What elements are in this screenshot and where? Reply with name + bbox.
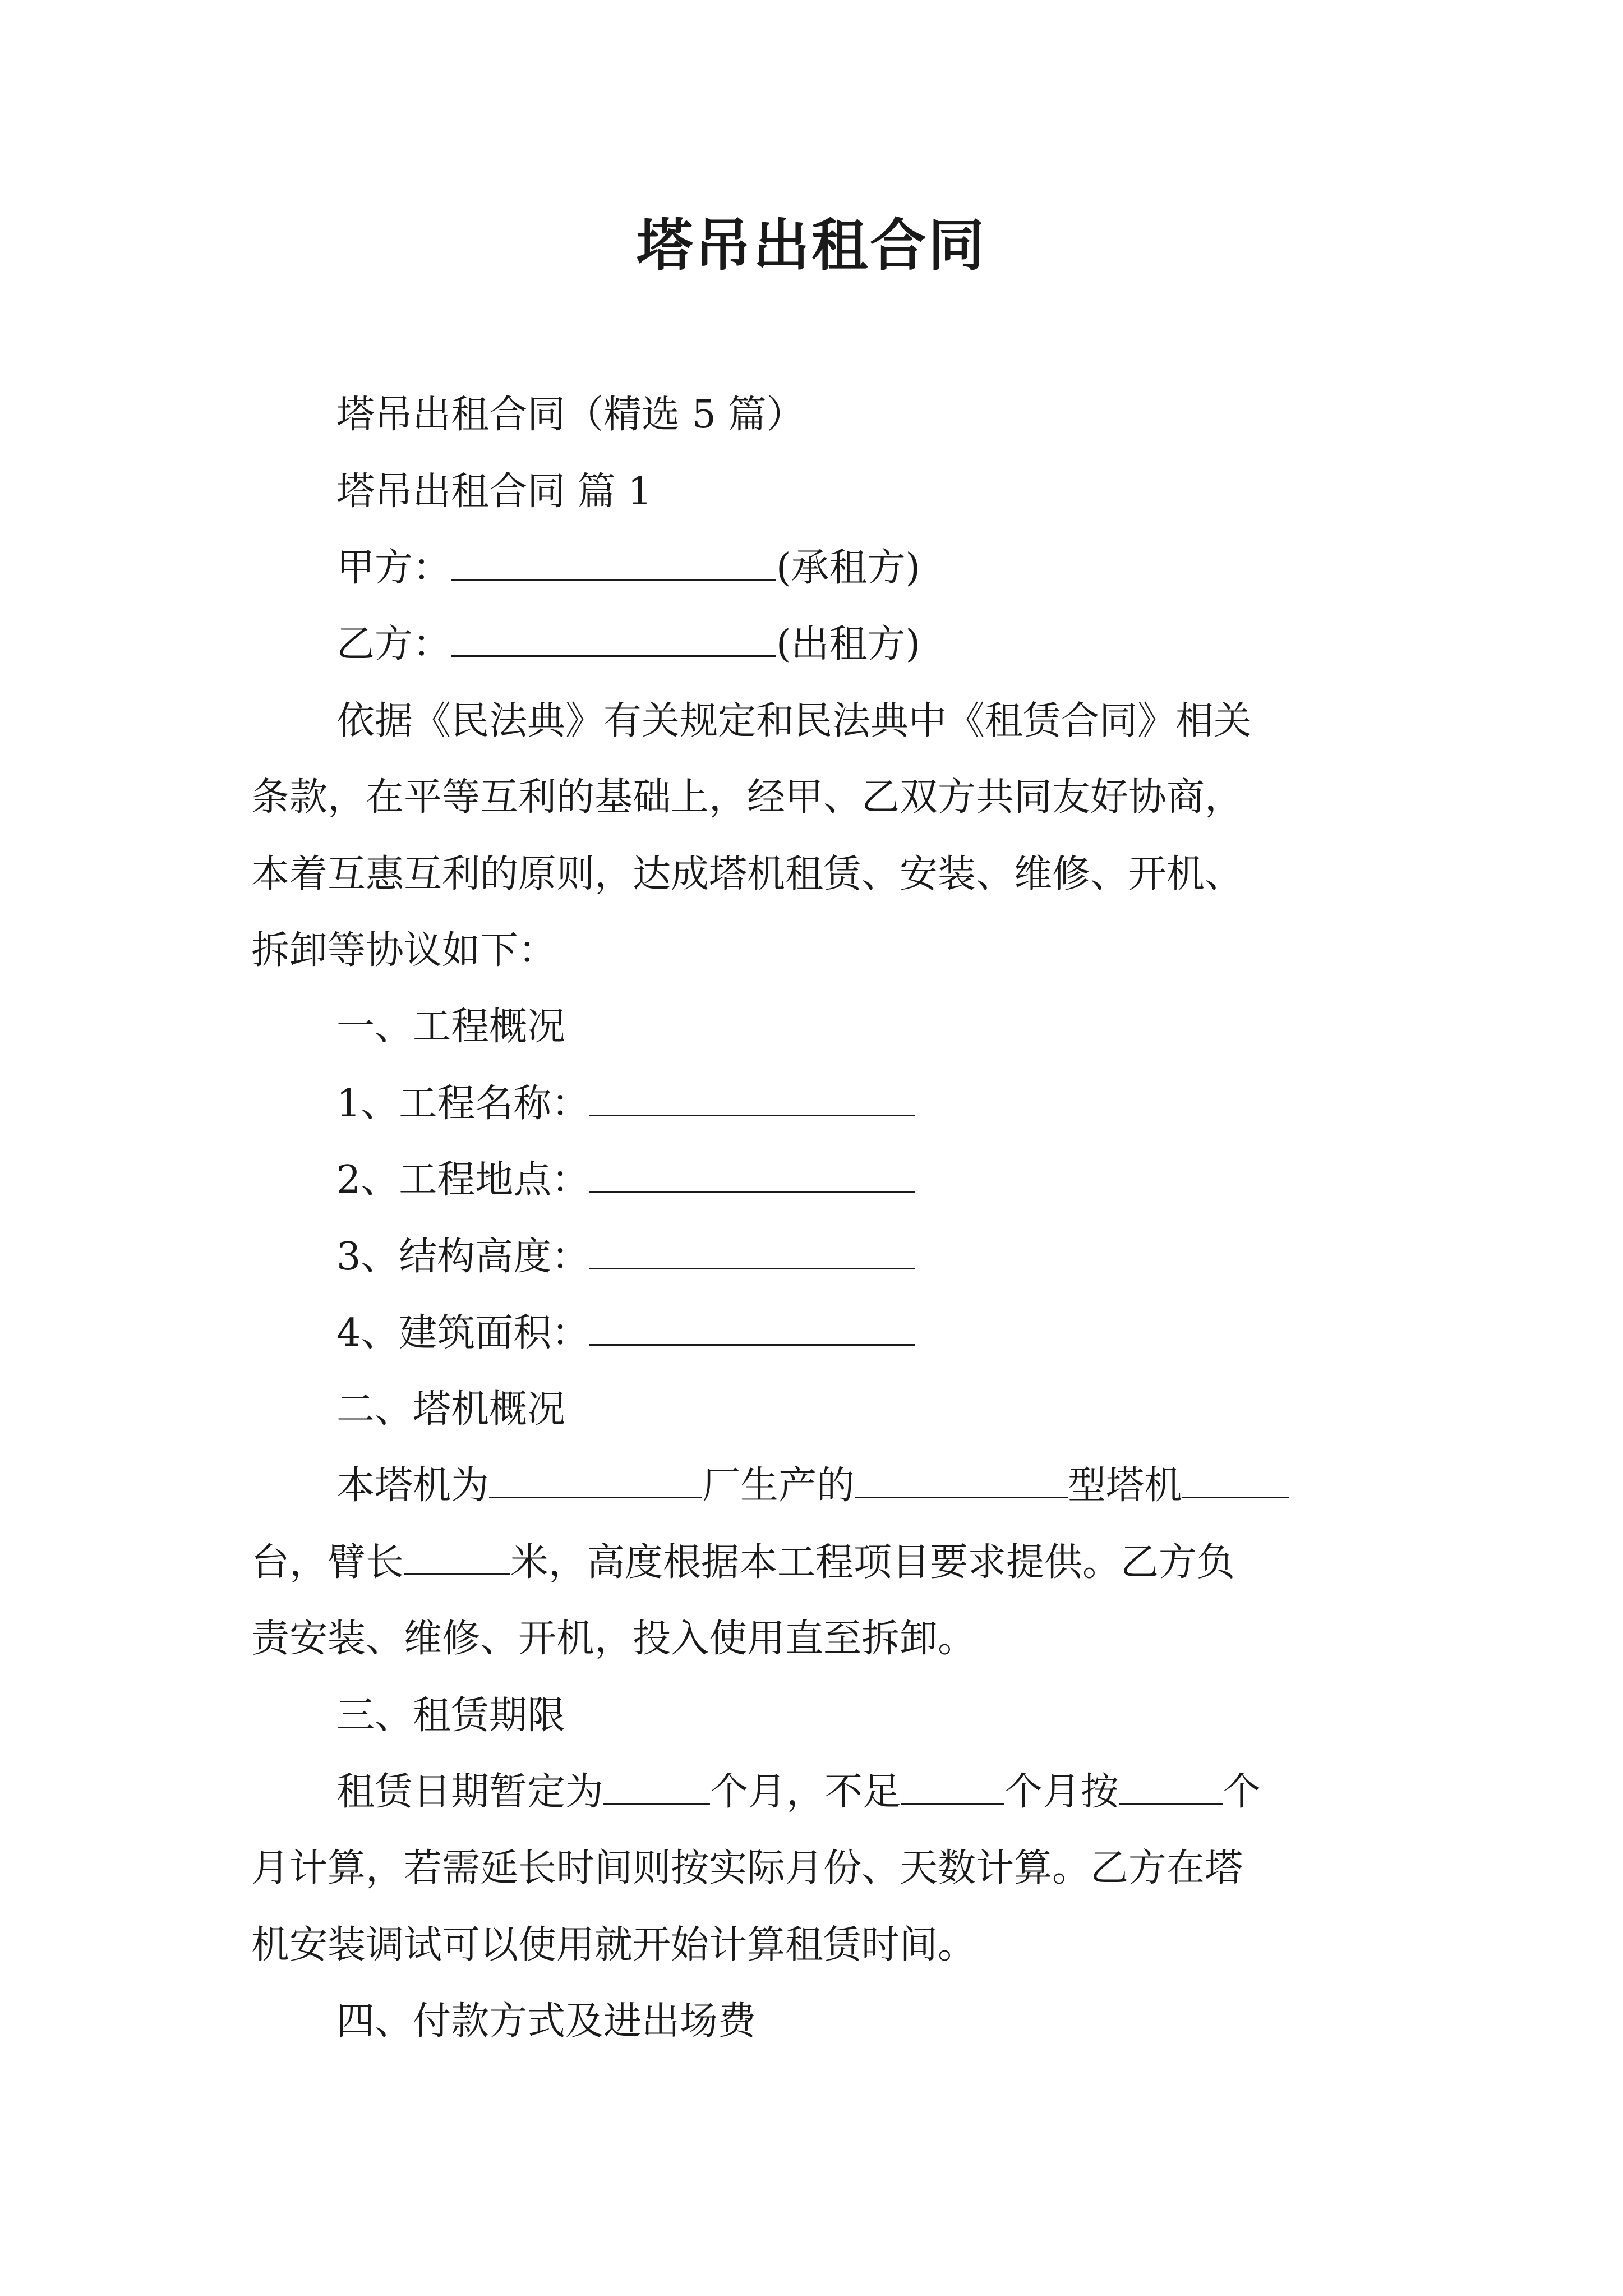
project-location-blank [589, 1156, 915, 1193]
project-location-label: 2、工程地点： [336, 1158, 590, 1202]
party-a-role: (承租方) [776, 546, 921, 590]
crane-text-d: 台，臂长 [251, 1540, 404, 1585]
project-name-blank [589, 1080, 915, 1116]
section-2-heading: 二、塔机概况 [336, 1387, 566, 1432]
part-heading: 塔吊出租合同 篇 1 [336, 470, 652, 514]
project-name-label: 1、工程名称： [336, 1082, 590, 1126]
crane-text-c: 型塔机 [1068, 1464, 1183, 1508]
project-name-line [336, 1079, 915, 1129]
lease-text-b: 个月，不足 [710, 1770, 901, 1814]
crane-text-e: 米，高度根据本工程项目要求提供。乙方负 [510, 1540, 1235, 1585]
section-3-heading: 三、租赁期限 [336, 1694, 566, 1738]
page-title: 塔吊出租合同 [637, 212, 986, 278]
quantity-blank [1182, 1462, 1289, 1498]
structure-height-line [336, 1232, 915, 1282]
section-4-heading: 四、付款方式及进出场费 [336, 1999, 757, 2044]
project-location-line [336, 1155, 915, 1205]
building-area-label: 4、建筑面积： [336, 1311, 590, 1355]
building-area-line [336, 1308, 915, 1359]
lease-line-1 [336, 1767, 1261, 1818]
party-a-blank [451, 544, 776, 581]
structure-height-label: 3、结构高度： [336, 1235, 590, 1279]
lease-line-2: 月计算，若需延长时间则按实际月份、天数计算。乙方在塔 [251, 1846, 1243, 1890]
section-1-heading: 一、工程概况 [336, 1005, 566, 1049]
crane-text-a: 本塔机为 [336, 1464, 490, 1508]
lease-months-blank [603, 1768, 710, 1805]
party-a-line [336, 543, 920, 593]
crane-line-2 [251, 1538, 1235, 1588]
party-a-label: 甲方： [336, 546, 451, 590]
intro-line-4: 拆卸等协议如下： [251, 928, 557, 973]
party-b-line [336, 619, 920, 670]
lease-text-d: 个 [1223, 1770, 1261, 1814]
crane-text-b: 厂生产的 [702, 1464, 855, 1508]
structure-height-blank [589, 1233, 915, 1269]
lease-short-blank [901, 1768, 1004, 1805]
model-blank [855, 1462, 1068, 1498]
building-area-blank [589, 1309, 915, 1346]
crane-line-1 [336, 1461, 1289, 1511]
lease-text-c: 个月按 [1004, 1770, 1119, 1814]
party-b-blank [451, 620, 776, 657]
manufacturer-blank [489, 1462, 702, 1498]
lease-count-blank [1119, 1768, 1223, 1805]
party-b-role: (出租方) [776, 622, 921, 666]
lease-line-3: 机安装调试可以使用就开始计算租赁时间。 [251, 1923, 976, 1967]
party-b-label: 乙方： [336, 622, 451, 666]
intro-line-3: 本着互惠互利的原则，达成塔机租赁、安装、维修、开机、 [251, 852, 1243, 896]
contract-subtitle: 塔吊出租合同（精选 5 篇） [336, 393, 805, 437]
intro-line-1: 依据《民法典》有关规定和民法典中《租赁合同》相关 [336, 699, 1252, 743]
intro-line-2: 条款，在平等互利的基础上，经甲、乙双方共同友好协商， [251, 775, 1243, 820]
arm-length-blank [404, 1539, 510, 1575]
crane-line-3: 责安装、维修、开机，投入使用直至拆卸。 [251, 1617, 976, 1661]
lease-text-a: 租赁日期暂定为 [336, 1770, 604, 1814]
